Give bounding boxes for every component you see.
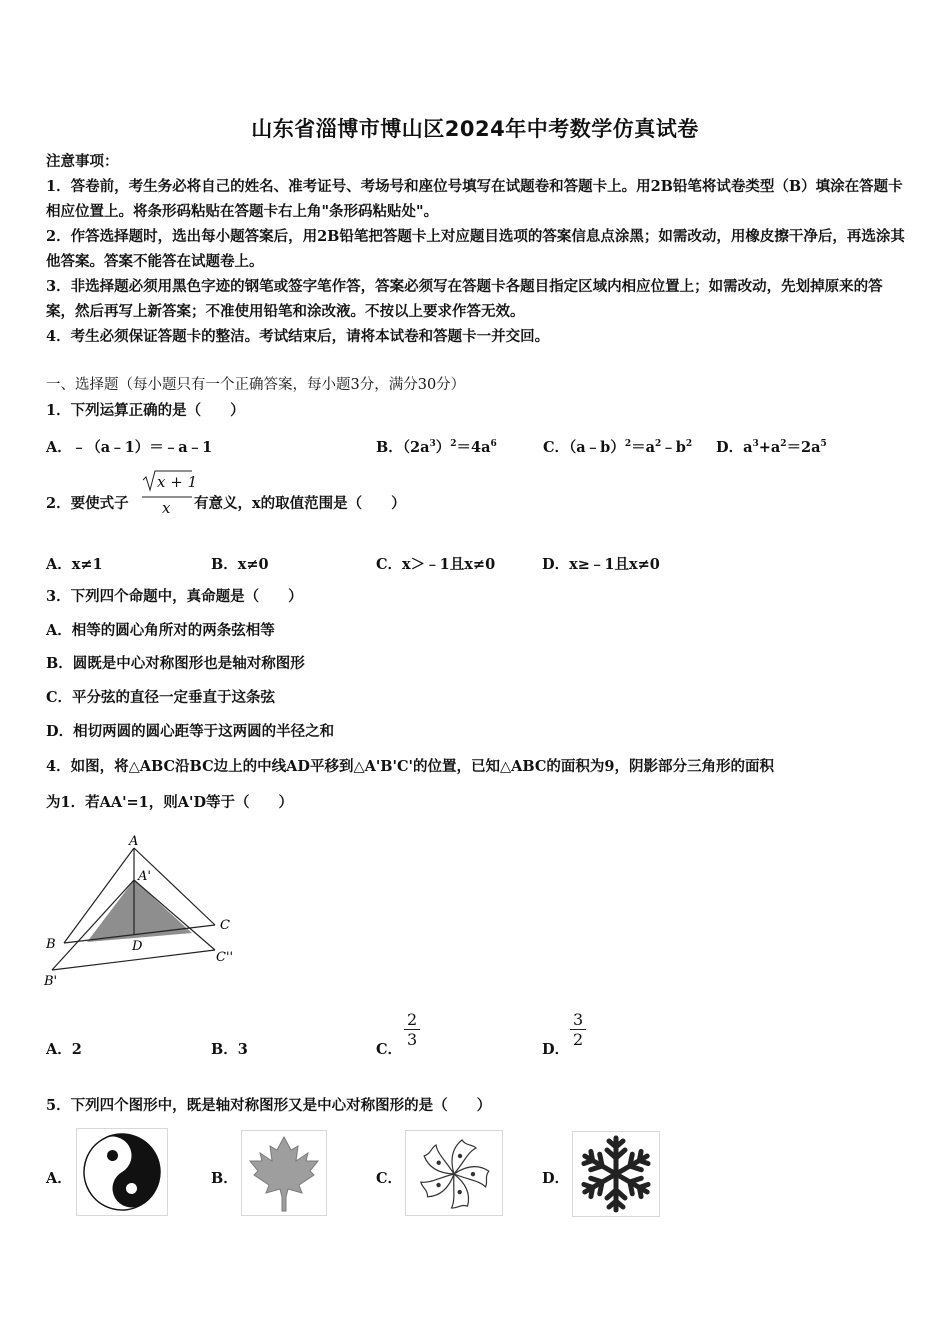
q1-option-d: D．$a^3+a^2=2a^5$ [716,439,827,456]
q4-d-numerator: 3 [573,1010,584,1029]
yin-yang-icon [77,1129,167,1215]
q4-c-denominator: 3 [404,1029,420,1049]
label-b-prime: B' [44,974,58,989]
q4-stem-line-1: 4．如图，将△ABC沿BC边上的中线AD平移到△A'B'C'的位置，已知△ABC的面积为9，阴影部分三角形的面积 [46,758,775,775]
q4-option-a: A．2 [46,1041,82,1058]
q5-option-b-label: B． [211,1170,238,1187]
notice-item-4: 4．考生必须保证答题卡的整洁。考试结束后，请将本试卷和答题卡一并交回。 [46,328,550,345]
label-a: A [129,834,139,849]
q2-stem-pre: 2．要使式子 [46,495,129,512]
q3-option-d: D．相切两圆的圆心距等于这两圆的半径之和 [46,723,335,740]
q2-option-d: D．x≥﹣1且x≠0 [542,556,660,573]
q2-option-c: C．x＞﹣1且x≠0 [376,556,496,573]
notice-item-3: 3．非选择题必须用黑色字迹的钢笔或签字笔作答，答案必须写在答题卡各题目指定区域内相应位置上；如需改动，先划掉原来的答案，然后再写上新答案；不准使用铅笔和涂改液。不按以上要求作答无效。 [46,278,883,320]
q4-d-denominator: 2 [570,1029,586,1049]
q1-option-a: A．﹣（a﹣1）＝﹣a﹣1 [46,439,213,456]
q3-option-c: C．平分弦的直径一定垂直于这条弦 [46,689,276,706]
q5-option-c-label: C． [376,1170,403,1187]
q4-option-d-label: D． [542,1041,570,1058]
notice-item-1: 1．答卷前，考生务必将自己的姓名、准考证号、考场号和座位号填写在试题卷和答题卡上。用2B铅笔将试卷类型（B）填涂在答题卡相应位置上。将条形码粘贴在答题卡右上角"条形码粘贴处"。 [46,178,903,220]
q2-option-b: B．x≠0 [211,556,269,573]
q4-option-b: B．3 [211,1041,248,1058]
q3-option-b: B．圆既是中心对称图形也是轴对称图形 [46,655,305,672]
q1-option-c: C．$(a﹣b)^2=a^2﹣b^2$ [543,439,693,456]
q5-figure-d [572,1131,660,1217]
bauhinia-flower-icon [406,1131,502,1215]
label-a-prime: A' [138,869,151,884]
q4-c-numerator: 2 [407,1010,418,1029]
q1-stem: 1．下列运算正确的是（ ） [46,402,245,419]
q5-stem: 5．下列四个图形中，既是轴对称图形又是中心对称图形的是（ ） [46,1097,492,1114]
label-c: C [220,918,230,933]
q2-option-a: A．x≠1 [46,556,103,573]
label-c-prime: C'' [216,950,234,965]
q4-option-c-fraction [404,1010,420,1049]
label-d: D [132,939,143,954]
snowflake-icon [573,1132,659,1216]
q5-option-d-label: D． [542,1170,570,1187]
q1-option-b: B．$(2a^3)^2=4a^6$ [376,439,497,456]
shaded-triangle [87,880,192,942]
q4-option-c-label: C． [376,1041,403,1058]
q2-stem-post: 有意义，x的取值范围是（ ） [194,495,406,512]
notice-heading: 注意事项： [46,153,119,170]
maple-leaf-icon [242,1131,326,1215]
section-heading: 一、选择题（每小题只有一个正确答案，每小题3分，满分30分） [46,377,466,393]
notice-item-2: 2．作答选择题时，选出每小题答案后，用2B铅笔把答题卡上对应题目选项的答案信息点涂黑；如需改动，用橡皮擦干净后，再选涂其他答案。答案不能答在试题卷上。 [46,228,905,270]
q5-figure-b [241,1130,327,1216]
q2-fraction-denominator: x [162,499,171,517]
q5-figure-a [76,1128,168,1216]
q5-figure-c [405,1130,503,1216]
q4-stem-line-2: 为1．若AA'=1，则A'D等于（ ） [46,794,294,811]
q2-fraction [140,468,198,520]
q5-option-a-label: A． [46,1170,72,1187]
label-b: B [46,937,56,952]
q4-option-d-fraction [570,1010,586,1049]
q3-stem: 3．下列四个命题中，真命题是（ ） [46,588,303,605]
q3-option-a: A．相等的圆心角所对的两条弦相等 [46,622,275,639]
page-title: 山东省淄博市博山区2024年中考数学仿真试卷 [251,117,699,141]
q4-triangle-figure [40,830,250,995]
q2-fraction-numerator: x + 1 [157,473,198,491]
